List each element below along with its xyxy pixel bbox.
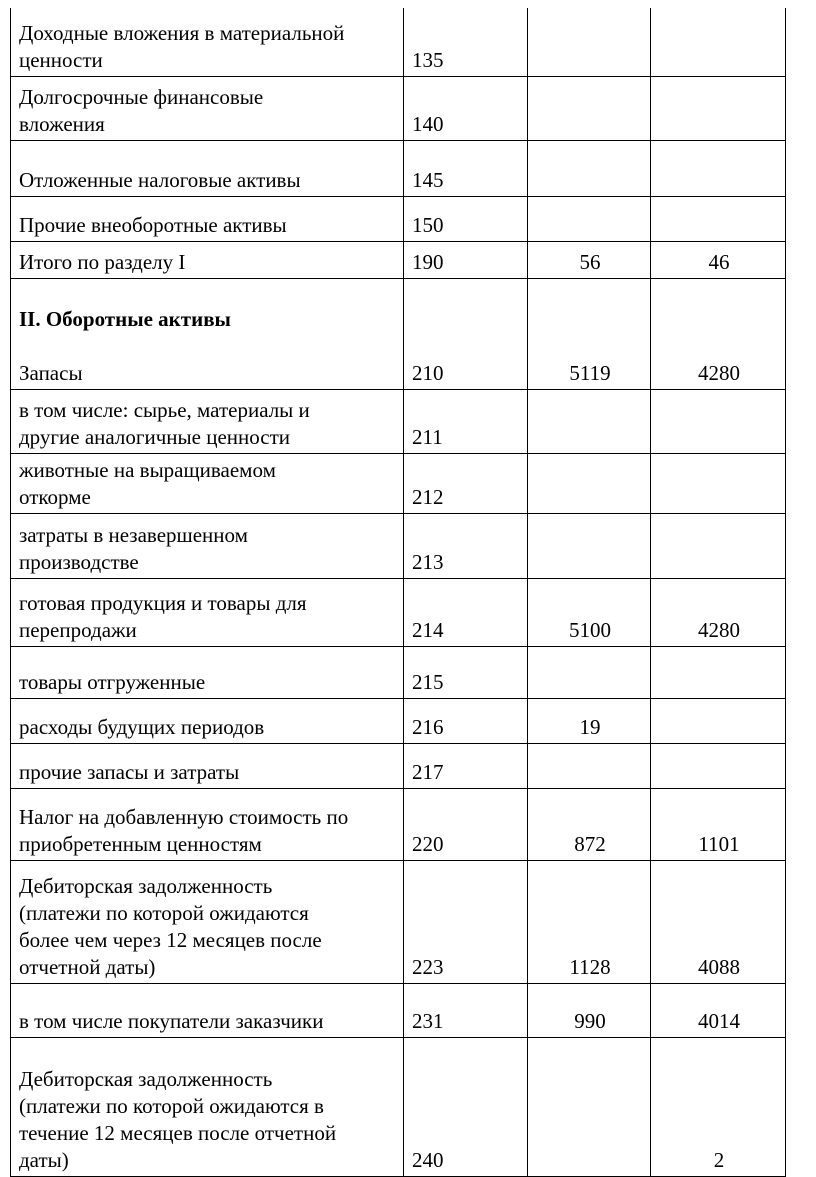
row-value-start: 1128 — [528, 860, 651, 983]
table-row — [11, 578, 786, 646]
row-value-start: 5100 — [528, 578, 651, 646]
row-code: 217 — [404, 743, 528, 788]
row-value-start: 990 — [528, 983, 651, 1037]
row-value-start — [528, 389, 651, 453]
table-row — [11, 646, 786, 698]
row-value-start — [528, 743, 651, 788]
row-code: 190 — [404, 241, 528, 278]
row-value-end — [651, 8, 786, 76]
table-row — [11, 140, 786, 196]
row-value-start — [528, 140, 651, 196]
table-row — [11, 453, 786, 513]
table-row — [11, 8, 786, 76]
row-name: Дебиторская задолженность (платежи по которой ожидаются более чем через 12 месяцев после отчетной даты) — [11, 860, 404, 983]
table-row — [11, 1037, 786, 1176]
table-row — [11, 698, 786, 743]
row-name: в том числе покупатели заказчики — [11, 983, 404, 1037]
row-value-end — [651, 646, 786, 698]
balance-sheet-table — [10, 8, 786, 1177]
row-name: Итого по разделу I — [11, 241, 404, 278]
row-name: Прочие внеоборотные активы — [11, 196, 404, 241]
row-code: 210 — [404, 278, 528, 389]
row-name: в том числе: сырье, материалы и другие аналогичные ценности — [11, 389, 404, 453]
row-value-end — [651, 453, 786, 513]
row-value-end: 4280 — [651, 278, 786, 389]
table-row — [11, 860, 786, 983]
row-code: 212 — [404, 453, 528, 513]
row-value-start — [528, 76, 651, 140]
row-name: Дебиторская задолженность (платежи по которой ожидаются в течение 12 месяцев после отчетной даты) — [11, 1037, 404, 1176]
row-value-start — [528, 196, 651, 241]
table-row — [11, 278, 786, 389]
row-value-start: 19 — [528, 698, 651, 743]
row-value-end: 4014 — [651, 983, 786, 1037]
row-code: 231 — [404, 983, 528, 1037]
row-value-end — [651, 140, 786, 196]
row-value-start: 5119 — [528, 278, 651, 389]
row-value-end — [651, 698, 786, 743]
row-value-end — [651, 389, 786, 453]
row-value-end: 46 — [651, 241, 786, 278]
row-value-start: 56 — [528, 241, 651, 278]
row-value-start — [528, 1037, 651, 1176]
row-code: 145 — [404, 140, 528, 196]
row-name: Налог на добавленную стоимость по приобретенным ценностям — [11, 788, 404, 860]
row-value-start — [528, 8, 651, 76]
row-name: Запасы — [19, 360, 83, 385]
row-code: 150 — [404, 196, 528, 241]
row-code: 213 — [404, 513, 528, 578]
row-value-end — [651, 743, 786, 788]
row-name: затраты в незавершенном производстве — [11, 513, 404, 578]
table-row — [11, 389, 786, 453]
row-name: готовая продукция и товары для перепродажи — [11, 578, 404, 646]
row-value-end: 2 — [651, 1037, 786, 1176]
row-value-end: 1101 — [651, 788, 786, 860]
row-value-start: 872 — [528, 788, 651, 860]
table-row — [11, 241, 786, 278]
row-code: 214 — [404, 578, 528, 646]
row-code: 135 — [404, 8, 528, 76]
row-value-start — [528, 646, 651, 698]
row-code: 216 — [404, 698, 528, 743]
table-row — [11, 513, 786, 578]
row-name: прочие запасы и затраты — [11, 743, 404, 788]
row-name: животные на выращиваемом откорме — [11, 453, 404, 513]
table-row — [11, 743, 786, 788]
row-value-start — [528, 513, 651, 578]
row-value-end — [651, 196, 786, 241]
row-code: 211 — [404, 389, 528, 453]
row-value-end: 4088 — [651, 860, 786, 983]
row-value-end: 4280 — [651, 578, 786, 646]
row-name: расходы будущих периодов — [11, 698, 404, 743]
table-row — [11, 788, 786, 860]
row-value-end — [651, 513, 786, 578]
row-name: товары отгруженные — [11, 646, 404, 698]
row-name: Доходные вложения в материальной ценности — [11, 8, 404, 76]
row-code: 240 — [404, 1037, 528, 1176]
table-row — [11, 76, 786, 140]
row-code: 215 — [404, 646, 528, 698]
row-name-cell — [11, 278, 404, 389]
section-heading: II. Оборотные активы — [19, 306, 231, 331]
row-code: 223 — [404, 860, 528, 983]
row-name: Отложенные налоговые активы — [11, 140, 404, 196]
row-code: 220 — [404, 788, 528, 860]
row-code: 140 — [404, 76, 528, 140]
row-name: Долгосрочные финансовые вложения — [11, 76, 404, 140]
table-row — [11, 983, 786, 1037]
row-value-end — [651, 76, 786, 140]
row-value-start — [528, 453, 651, 513]
table-row — [11, 196, 786, 241]
balance-sheet-body — [11, 8, 786, 1176]
